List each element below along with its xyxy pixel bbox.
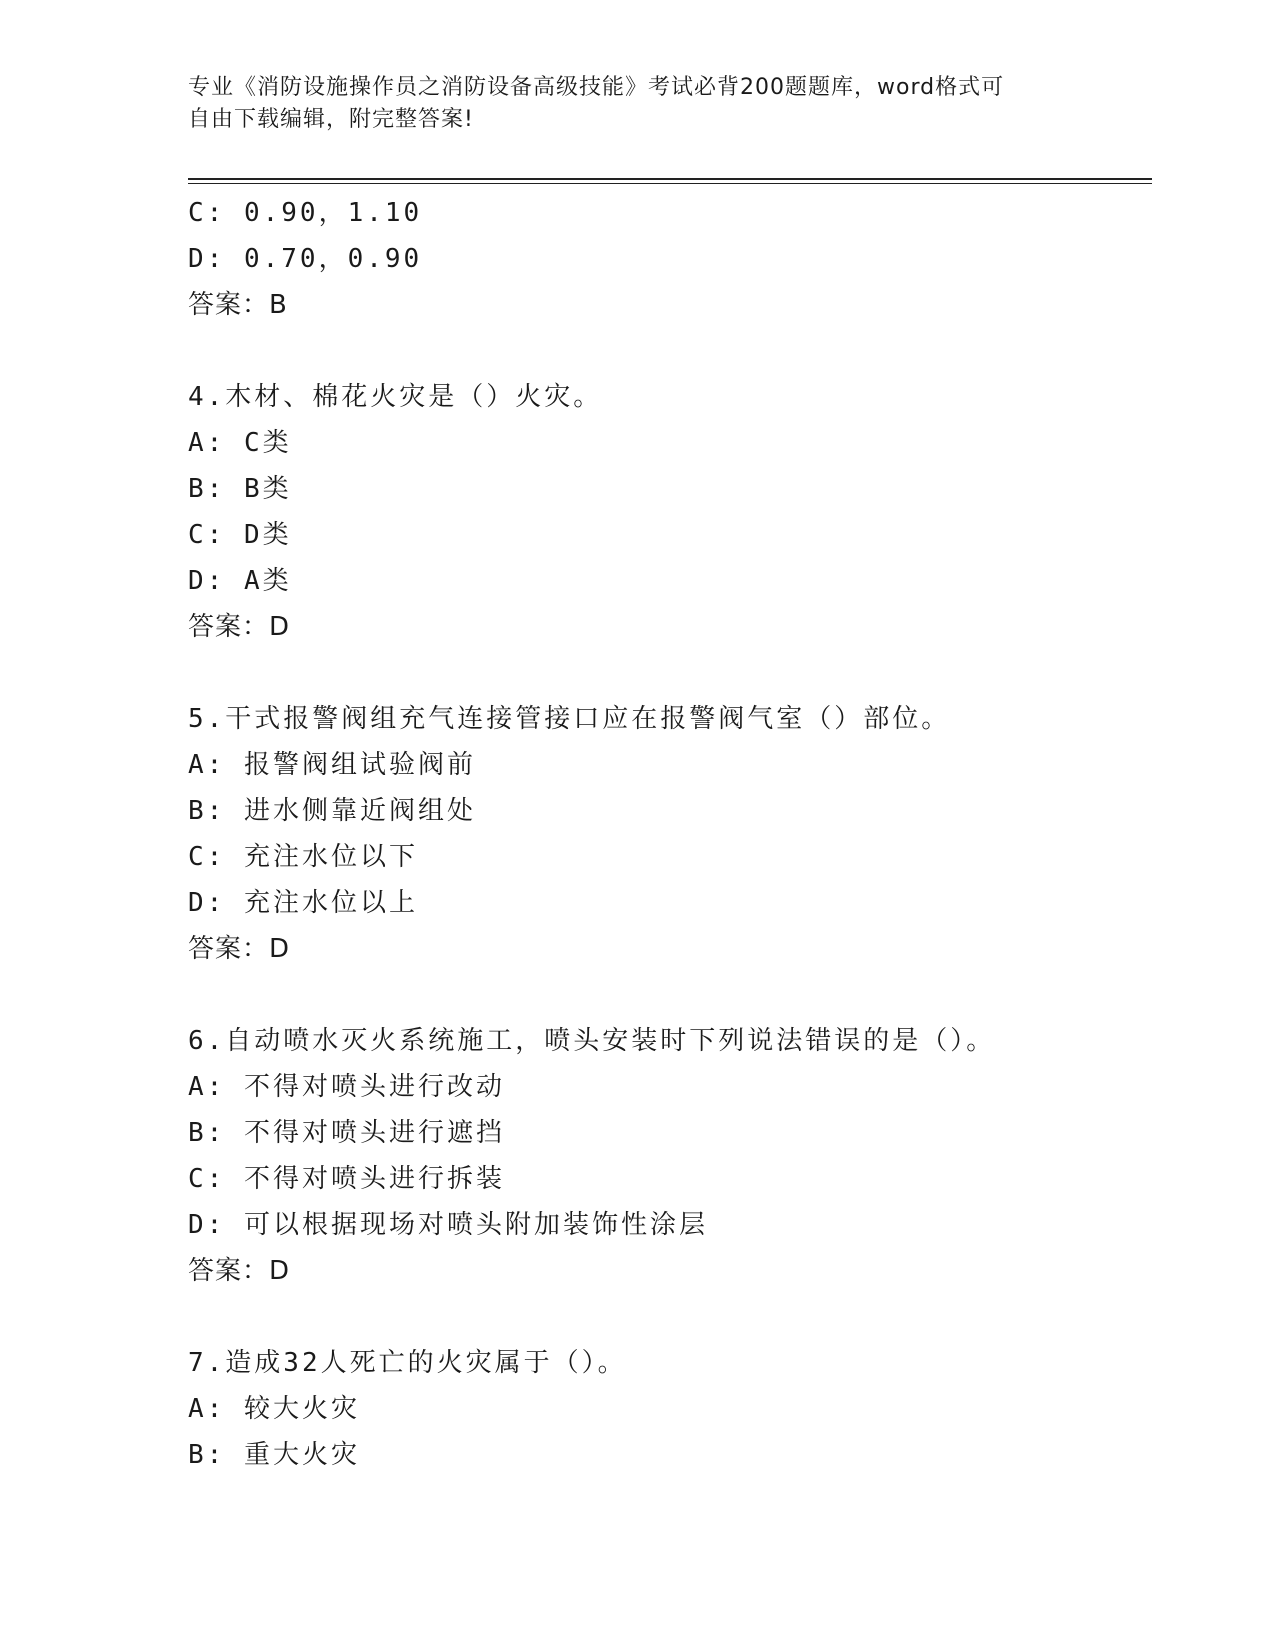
header-line-2: 自由下载编辑，附完整答案! — [188, 107, 474, 132]
document-header — [188, 72, 1068, 136]
option-a: A: 较大火灾 — [188, 1394, 360, 1424]
answer-line: 答案：D — [188, 1256, 291, 1286]
header-divider-thin — [188, 183, 1152, 184]
answer-line: 答案：B — [188, 290, 288, 320]
option-b: B: B类 — [188, 474, 292, 504]
option-d: D: 0.70，0.90 — [188, 244, 423, 274]
option-b: B: 重大火灾 — [188, 1440, 360, 1470]
option-a: A: 报警阀组试验阀前 — [188, 750, 476, 780]
question-4: 4.木材、棉花火灾是（）火灾。 — [188, 382, 603, 412]
question-7: 7.造成32人死亡的火灾属于（）。 — [188, 1348, 627, 1378]
option-d: D: A类 — [188, 566, 292, 596]
option-b: B: 进水侧靠近阀组处 — [188, 796, 476, 826]
spacer — [188, 972, 1152, 1018]
option-d: D: 可以根据现场对喷头附加装饰性涂层 — [188, 1210, 708, 1240]
spacer — [188, 1294, 1152, 1340]
option-a: A: 不得对喷头进行改动 — [188, 1072, 505, 1102]
question-5: 5.干式报警阀组充气连接管接口应在报警阀气室（）部位。 — [188, 704, 951, 734]
answer-line: 答案：D — [188, 934, 291, 964]
question-list — [188, 190, 1152, 1478]
option-c: C: 充注水位以下 — [188, 842, 418, 872]
spacer — [188, 328, 1152, 374]
header-divider-thick — [188, 178, 1152, 180]
header-line-1: 专业《消防设施操作员之消防设备高级技能》考试必背200题题库，word格式可 — [188, 75, 1005, 100]
option-a: A: C类 — [188, 428, 292, 458]
option-c: C: 0.90，1.10 — [188, 198, 423, 228]
option-c: C: 不得对喷头进行拆装 — [188, 1164, 505, 1194]
option-b: B: 不得对喷头进行遮挡 — [188, 1118, 505, 1148]
question-6: 6.自动喷水灭火系统施工，喷头安装时下列说法错误的是（）。 — [188, 1026, 996, 1056]
answer-line: 答案：D — [188, 612, 291, 642]
option-c: C: D类 — [188, 520, 292, 550]
spacer — [188, 650, 1152, 696]
option-d: D: 充注水位以上 — [188, 888, 418, 918]
